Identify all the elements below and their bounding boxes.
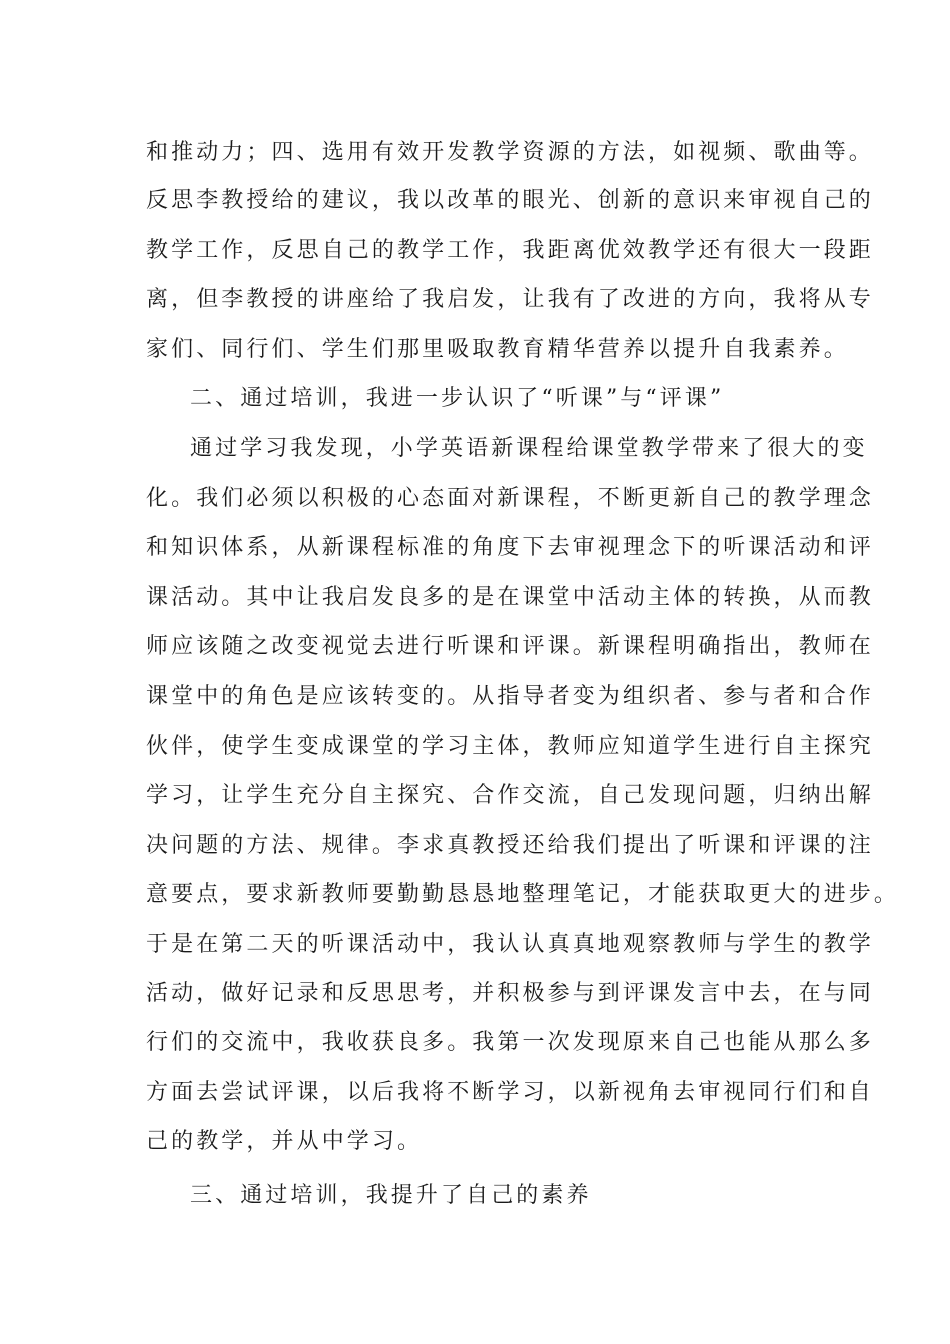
text-line: 离，但李教授的讲座给了我启发，让我有了改进的方向，我将从专 <box>146 287 874 312</box>
section-heading: 三、通过培训，我提升了自己的素养 <box>190 1183 592 1208</box>
text-line: 教学工作，反思自己的教学工作，我距离优效教学还有很大一段距 <box>146 238 874 263</box>
text-line: 行们的交流中，我收获良多。我第一次发现原来自己也能从那么多 <box>146 1030 874 1055</box>
text-line: 于是在第二天的听课活动中，我认认真真地观察教师与学生的教学 <box>146 932 874 957</box>
text-line: 和推动力；四、选用有效开发教学资源的方法，如视频、歌曲等。 <box>146 140 874 165</box>
text-line: 师应该随之改变视觉去进行听课和评课。新课程明确指出，教师在 <box>146 634 874 659</box>
text-line: 化。我们必须以积极的心态面对新课程，不断更新自己的教学理念 <box>146 486 874 511</box>
section-heading: 二、通过培训，我进一步认识了“听课”与“评课” <box>190 386 725 411</box>
text-line: 学习，让学生充分自主探究、合作交流，自己发现问题，归纳出解 <box>146 783 874 808</box>
text-line: 家们、同行们、学生们那里吸取教育精华营养以提升自我素养。 <box>146 337 849 362</box>
text-line: 伙伴，使学生变成课堂的学习主体，教师应知道学生进行自主探究 <box>146 734 874 759</box>
text-line: 决问题的方法、规律。李求真教授还给我们提出了听课和评课的注 <box>146 833 874 858</box>
text-line: 课活动。其中让我启发良多的是在课堂中活动主体的转换，从而教 <box>146 585 874 610</box>
text-line: 意要点，要求新教师要勤勤恳恳地整理笔记，才能获取更大的进步。 <box>146 882 900 907</box>
text-line: 方面去尝试评课，以后我将不断学习，以新视角去审视同行们和自 <box>146 1080 874 1105</box>
text-line: 活动，做好记录和反思思考，并积极参与到评课发言中去，在与同 <box>146 981 874 1006</box>
text-line: 课堂中的角色是应该转变的。从指导者变为组织者、参与者和合作 <box>146 684 874 709</box>
text-line: 和知识体系，从新课程标准的角度下去审视理念下的听课活动和评 <box>146 535 874 560</box>
text-line: 反思李教授给的建议，我以改革的眼光、创新的意识来审视自己的 <box>146 188 874 213</box>
text-line: 己的教学，并从中学习。 <box>146 1129 423 1154</box>
paragraph-first-line: 通过学习我发现，小学英语新课程给课堂教学带来了很大的变 <box>190 436 868 461</box>
